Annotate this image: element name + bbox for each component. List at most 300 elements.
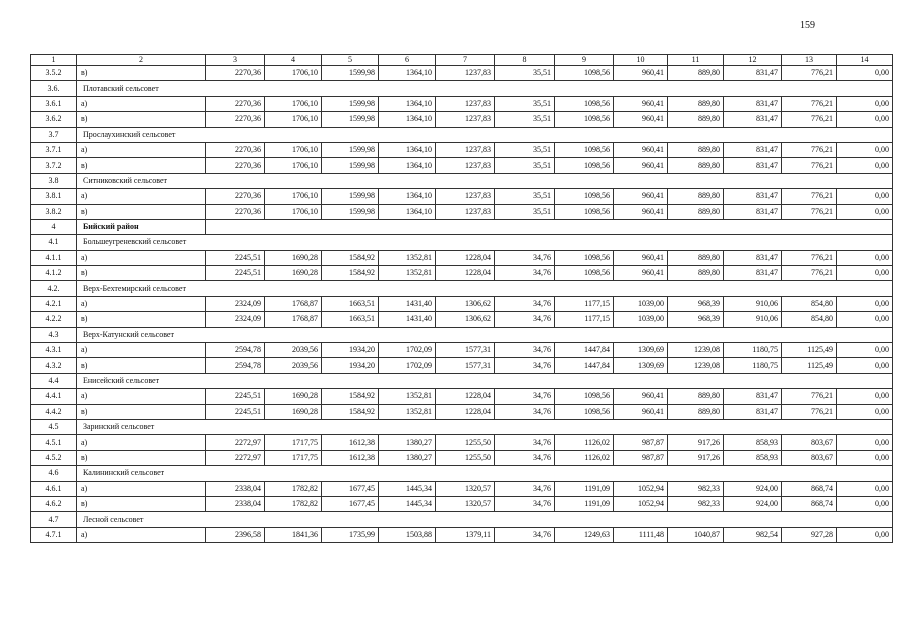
- value-cell: 1098,56: [555, 204, 614, 219]
- value-cell: 1717,75: [265, 450, 322, 465]
- row-code: 3.8.2: [31, 204, 77, 219]
- value-cell: 831,47: [724, 142, 782, 157]
- subitem-label: в): [77, 266, 206, 281]
- value-cell: 1706,10: [265, 112, 322, 127]
- value-cell: 1768,87: [265, 296, 322, 311]
- value-cell: 1237,83: [436, 189, 495, 204]
- value-cell: 2245,51: [206, 404, 265, 419]
- value-cell: 1320,57: [436, 496, 495, 511]
- value-cell: 0,00: [837, 496, 893, 511]
- value-cell: 1599,98: [322, 112, 379, 127]
- subitem-label: а): [77, 250, 206, 265]
- value-cell: 927,28: [782, 527, 837, 542]
- value-cell: 1380,27: [379, 450, 436, 465]
- value-cell: 776,21: [782, 96, 837, 111]
- value-cell: 776,21: [782, 404, 837, 419]
- value-cell: 776,21: [782, 204, 837, 219]
- value-cell: 1098,56: [555, 250, 614, 265]
- value-cell: 34,76: [495, 527, 555, 542]
- value-cell: 776,21: [782, 66, 837, 81]
- value-cell: 776,21: [782, 266, 837, 281]
- value-cell: 1098,56: [555, 142, 614, 157]
- value-cell: 1098,56: [555, 66, 614, 81]
- column-number-header: 10: [614, 55, 668, 66]
- value-cell: 35,51: [495, 158, 555, 173]
- table-row: [31, 112, 893, 127]
- value-cell: 858,93: [724, 450, 782, 465]
- value-cell: 1228,04: [436, 389, 495, 404]
- value-cell: 924,00: [724, 481, 782, 496]
- section-title: Большеугреневский сельсовет: [77, 235, 206, 250]
- section-title: Лесной сельсовет: [77, 512, 206, 527]
- value-cell: 831,47: [724, 204, 782, 219]
- value-cell: 0,00: [837, 189, 893, 204]
- section-fill: [206, 419, 893, 434]
- row-code: 4.6.2: [31, 496, 77, 511]
- value-cell: 1690,28: [265, 389, 322, 404]
- row-code: 4.1: [31, 235, 77, 250]
- value-cell: 1735,99: [322, 527, 379, 542]
- value-cell: 960,41: [614, 158, 668, 173]
- column-number-header: 11: [668, 55, 724, 66]
- value-cell: 1098,56: [555, 189, 614, 204]
- table-row: [31, 142, 893, 157]
- value-cell: 0,00: [837, 404, 893, 419]
- table-body: [31, 66, 893, 543]
- section-title: Верх-Катунский сельсовет: [77, 327, 206, 342]
- subitem-label: а): [77, 389, 206, 404]
- section-fill: [206, 327, 893, 342]
- value-cell: 1677,45: [322, 481, 379, 496]
- value-cell: 1177,15: [555, 296, 614, 311]
- value-cell: 868,74: [782, 481, 837, 496]
- column-number-row: [31, 55, 893, 66]
- value-cell: 34,76: [495, 358, 555, 373]
- column-number-header: 6: [379, 55, 436, 66]
- value-cell: 889,80: [668, 404, 724, 419]
- section-fill: [206, 512, 893, 527]
- value-cell: 1706,10: [265, 204, 322, 219]
- value-cell: 776,21: [782, 158, 837, 173]
- value-cell: 0,00: [837, 358, 893, 373]
- value-cell: 831,47: [724, 189, 782, 204]
- value-cell: 1717,75: [265, 435, 322, 450]
- value-cell: 1237,83: [436, 142, 495, 157]
- row-code: 3.6.1: [31, 96, 77, 111]
- subitem-label: а): [77, 435, 206, 450]
- value-cell: 968,39: [668, 296, 724, 311]
- value-cell: 0,00: [837, 112, 893, 127]
- section-title: Верх-Бехтемирский сельсовет: [77, 281, 206, 296]
- value-cell: 34,76: [495, 404, 555, 419]
- value-cell: 1612,38: [322, 435, 379, 450]
- value-cell: 1228,04: [436, 404, 495, 419]
- subitem-label: а): [77, 296, 206, 311]
- value-cell: 34,76: [495, 496, 555, 511]
- value-cell: 1599,98: [322, 142, 379, 157]
- value-cell: 2338,04: [206, 481, 265, 496]
- value-cell: 2272,97: [206, 435, 265, 450]
- column-number-header: 13: [782, 55, 837, 66]
- section-row: [31, 127, 893, 142]
- table-row: [31, 296, 893, 311]
- subitem-label: в): [77, 158, 206, 173]
- value-cell: 1934,20: [322, 343, 379, 358]
- value-cell: 0,00: [837, 158, 893, 173]
- table-row: [31, 250, 893, 265]
- value-cell: 1690,28: [265, 404, 322, 419]
- value-cell: 960,41: [614, 96, 668, 111]
- subitem-label: а): [77, 96, 206, 111]
- value-cell: 0,00: [837, 527, 893, 542]
- section-title: Калининский сельсовет: [77, 466, 206, 481]
- value-cell: 1255,50: [436, 450, 495, 465]
- district-row: [31, 219, 893, 234]
- value-cell: 1584,92: [322, 404, 379, 419]
- value-cell: 1309,69: [614, 358, 668, 373]
- value-cell: 1364,10: [379, 158, 436, 173]
- value-cell: 1690,28: [265, 266, 322, 281]
- value-cell: 831,47: [724, 250, 782, 265]
- value-cell: 1228,04: [436, 250, 495, 265]
- row-code: 4.3: [31, 327, 77, 342]
- value-cell: 960,41: [614, 250, 668, 265]
- value-cell: 0,00: [837, 450, 893, 465]
- value-cell: 1125,49: [782, 343, 837, 358]
- row-code: 4.4: [31, 373, 77, 388]
- value-cell: 34,76: [495, 435, 555, 450]
- value-cell: 960,41: [614, 142, 668, 157]
- row-code: 4.1.1: [31, 250, 77, 265]
- value-cell: 803,67: [782, 435, 837, 450]
- value-cell: 1663,51: [322, 296, 379, 311]
- value-cell: 1706,10: [265, 66, 322, 81]
- value-cell: 1126,02: [555, 435, 614, 450]
- value-cell: 1180,75: [724, 343, 782, 358]
- value-cell: 1702,09: [379, 358, 436, 373]
- value-cell: 960,41: [614, 404, 668, 419]
- subitem-label: в): [77, 112, 206, 127]
- section-fill: [206, 173, 893, 188]
- value-cell: 1309,69: [614, 343, 668, 358]
- row-code: 4: [31, 219, 77, 234]
- row-code: 4.5.1: [31, 435, 77, 450]
- value-cell: 889,80: [668, 158, 724, 173]
- column-number-header: 1: [31, 55, 77, 66]
- value-cell: 960,41: [614, 189, 668, 204]
- value-cell: 854,80: [782, 312, 837, 327]
- table-row: [31, 96, 893, 111]
- table-row: [31, 527, 893, 542]
- value-cell: 1677,45: [322, 496, 379, 511]
- value-cell: 910,06: [724, 312, 782, 327]
- row-code: 4.2.2: [31, 312, 77, 327]
- subitem-label: в): [77, 204, 206, 219]
- row-code: 4.1.2: [31, 266, 77, 281]
- value-cell: 0,00: [837, 142, 893, 157]
- value-cell: 1177,15: [555, 312, 614, 327]
- row-code: 4.6: [31, 466, 77, 481]
- value-cell: 831,47: [724, 66, 782, 81]
- table-row: [31, 404, 893, 419]
- row-code: 3.8: [31, 173, 77, 188]
- value-cell: 1352,81: [379, 389, 436, 404]
- table-row: [31, 189, 893, 204]
- value-cell: 1306,62: [436, 312, 495, 327]
- section-row: [31, 373, 893, 388]
- value-cell: 1237,83: [436, 204, 495, 219]
- value-cell: 854,80: [782, 296, 837, 311]
- value-cell: 776,21: [782, 250, 837, 265]
- column-number-header: 7: [436, 55, 495, 66]
- value-cell: 831,47: [724, 112, 782, 127]
- value-cell: 2594,78: [206, 343, 265, 358]
- value-cell: 1111,48: [614, 527, 668, 542]
- value-cell: 1841,36: [265, 527, 322, 542]
- value-cell: 1040,87: [668, 527, 724, 542]
- section-title: Енисейский сельсовет: [77, 373, 206, 388]
- section-row: [31, 281, 893, 296]
- row-code: 4.4.2: [31, 404, 77, 419]
- value-cell: 0,00: [837, 296, 893, 311]
- value-cell: 1191,09: [555, 481, 614, 496]
- value-cell: 2338,04: [206, 496, 265, 511]
- value-cell: 1706,10: [265, 96, 322, 111]
- value-cell: 917,26: [668, 435, 724, 450]
- value-cell: 1239,08: [668, 358, 724, 373]
- table-row: [31, 204, 893, 219]
- value-cell: 2245,51: [206, 266, 265, 281]
- value-cell: 1503,88: [379, 527, 436, 542]
- row-code: 3.7.1: [31, 142, 77, 157]
- section-row: [31, 512, 893, 527]
- row-code: 4.2.1: [31, 296, 77, 311]
- value-cell: 1577,31: [436, 358, 495, 373]
- table-row: [31, 358, 893, 373]
- row-code: 4.7: [31, 512, 77, 527]
- value-cell: 0,00: [837, 266, 893, 281]
- value-cell: 776,21: [782, 389, 837, 404]
- value-cell: 1768,87: [265, 312, 322, 327]
- value-cell: 1352,81: [379, 250, 436, 265]
- value-cell: 776,21: [782, 189, 837, 204]
- value-cell: 35,51: [495, 142, 555, 157]
- column-number-header: 8: [495, 55, 555, 66]
- value-cell: 1663,51: [322, 312, 379, 327]
- subitem-label: в): [77, 358, 206, 373]
- value-cell: 776,21: [782, 142, 837, 157]
- value-cell: 889,80: [668, 389, 724, 404]
- section-row: [31, 173, 893, 188]
- value-cell: 2324,09: [206, 312, 265, 327]
- row-code: 4.3.1: [31, 343, 77, 358]
- value-cell: 2396,58: [206, 527, 265, 542]
- value-cell: 0,00: [837, 96, 893, 111]
- value-cell: 2270,36: [206, 189, 265, 204]
- section-row: [31, 419, 893, 434]
- subitem-label: в): [77, 404, 206, 419]
- value-cell: 831,47: [724, 266, 782, 281]
- value-cell: 1706,10: [265, 142, 322, 157]
- value-cell: 1237,83: [436, 158, 495, 173]
- section-title: Плотавский сельсовет: [77, 81, 206, 96]
- value-cell: 1599,98: [322, 189, 379, 204]
- value-cell: 34,76: [495, 312, 555, 327]
- value-cell: 1352,81: [379, 404, 436, 419]
- district-title: Бийский район: [77, 219, 206, 234]
- value-cell: 1577,31: [436, 343, 495, 358]
- value-cell: 34,76: [495, 250, 555, 265]
- value-cell: 1039,00: [614, 296, 668, 311]
- value-cell: 2245,51: [206, 389, 265, 404]
- row-code: 4.2.: [31, 281, 77, 296]
- subitem-label: а): [77, 481, 206, 496]
- value-cell: 2039,56: [265, 358, 322, 373]
- value-cell: 982,54: [724, 527, 782, 542]
- value-cell: 1126,02: [555, 450, 614, 465]
- value-cell: 1702,09: [379, 343, 436, 358]
- value-cell: 1098,56: [555, 158, 614, 173]
- value-cell: 34,76: [495, 296, 555, 311]
- value-cell: 1098,56: [555, 404, 614, 419]
- value-cell: 1098,56: [555, 389, 614, 404]
- row-code: 4.5.2: [31, 450, 77, 465]
- value-cell: 889,80: [668, 112, 724, 127]
- value-cell: 1237,83: [436, 112, 495, 127]
- subitem-label: а): [77, 527, 206, 542]
- section-title: Ситниковский сельсовет: [77, 173, 206, 188]
- value-cell: 868,74: [782, 496, 837, 511]
- row-code: 3.8.1: [31, 189, 77, 204]
- value-cell: 987,87: [614, 435, 668, 450]
- value-cell: 982,33: [668, 481, 724, 496]
- subitem-label: а): [77, 142, 206, 157]
- value-cell: 1584,92: [322, 389, 379, 404]
- value-cell: 1039,00: [614, 312, 668, 327]
- tariff-table: [30, 54, 893, 543]
- section-row: [31, 327, 893, 342]
- value-cell: 1228,04: [436, 266, 495, 281]
- value-cell: 1125,49: [782, 358, 837, 373]
- value-cell: 889,80: [668, 142, 724, 157]
- table-row: [31, 343, 893, 358]
- value-cell: 1431,40: [379, 312, 436, 327]
- table-row: [31, 481, 893, 496]
- value-cell: 924,00: [724, 496, 782, 511]
- row-code: 4.7.1: [31, 527, 77, 542]
- value-cell: 968,39: [668, 312, 724, 327]
- value-cell: 1237,83: [436, 96, 495, 111]
- value-cell: 1599,98: [322, 96, 379, 111]
- value-cell: 960,41: [614, 66, 668, 81]
- value-cell: 889,80: [668, 189, 724, 204]
- row-code: 4.3.2: [31, 358, 77, 373]
- table-row: [31, 158, 893, 173]
- value-cell: 2039,56: [265, 343, 322, 358]
- value-cell: 1445,34: [379, 496, 436, 511]
- value-cell: 0,00: [837, 343, 893, 358]
- value-cell: 1352,81: [379, 266, 436, 281]
- value-cell: 34,76: [495, 389, 555, 404]
- value-cell: 1249,63: [555, 527, 614, 542]
- value-cell: 34,76: [495, 266, 555, 281]
- column-number-header: 5: [322, 55, 379, 66]
- value-cell: 0,00: [837, 66, 893, 81]
- value-cell: 2270,36: [206, 204, 265, 219]
- value-cell: 831,47: [724, 158, 782, 173]
- value-cell: 1320,57: [436, 481, 495, 496]
- value-cell: 776,21: [782, 112, 837, 127]
- section-fill: [206, 466, 893, 481]
- value-cell: 960,41: [614, 266, 668, 281]
- section-title: Прослаухинский сельсовет: [77, 127, 206, 142]
- value-cell: 35,51: [495, 189, 555, 204]
- value-cell: 1447,84: [555, 343, 614, 358]
- value-cell: 1934,20: [322, 358, 379, 373]
- value-cell: 960,41: [614, 204, 668, 219]
- value-cell: 889,80: [668, 204, 724, 219]
- value-cell: 960,41: [614, 389, 668, 404]
- value-cell: 0,00: [837, 312, 893, 327]
- value-cell: 2270,36: [206, 96, 265, 111]
- column-number-header: 4: [265, 55, 322, 66]
- section-fill: [206, 373, 893, 388]
- value-cell: 1447,84: [555, 358, 614, 373]
- value-cell: 1431,40: [379, 296, 436, 311]
- value-cell: 35,51: [495, 96, 555, 111]
- subitem-label: а): [77, 189, 206, 204]
- value-cell: 1599,98: [322, 204, 379, 219]
- value-cell: 1706,10: [265, 189, 322, 204]
- value-cell: 0,00: [837, 481, 893, 496]
- table-row: [31, 312, 893, 327]
- value-cell: 35,51: [495, 66, 555, 81]
- value-cell: 0,00: [837, 435, 893, 450]
- table-row: [31, 435, 893, 450]
- value-cell: 1191,09: [555, 496, 614, 511]
- table-row: [31, 389, 893, 404]
- section-title: Заринский сельсовет: [77, 419, 206, 434]
- value-cell: 803,67: [782, 450, 837, 465]
- column-number-header: 2: [77, 55, 206, 66]
- value-cell: 1690,28: [265, 250, 322, 265]
- value-cell: 889,80: [668, 96, 724, 111]
- value-cell: 1364,10: [379, 96, 436, 111]
- value-cell: 34,76: [495, 450, 555, 465]
- subitem-label: в): [77, 450, 206, 465]
- section-fill: [206, 281, 893, 296]
- value-cell: 2245,51: [206, 250, 265, 265]
- column-number-header: 12: [724, 55, 782, 66]
- row-code: 4.6.1: [31, 481, 77, 496]
- value-cell: 1364,10: [379, 66, 436, 81]
- value-cell: 982,33: [668, 496, 724, 511]
- subitem-label: в): [77, 496, 206, 511]
- row-code: 3.6.2: [31, 112, 77, 127]
- value-cell: 831,47: [724, 96, 782, 111]
- value-cell: 2324,09: [206, 296, 265, 311]
- column-number-header: 3: [206, 55, 265, 66]
- table-row: [31, 266, 893, 281]
- section-fill: [206, 81, 893, 96]
- value-cell: 1364,10: [379, 112, 436, 127]
- value-cell: 1052,94: [614, 496, 668, 511]
- value-cell: 1364,10: [379, 204, 436, 219]
- value-cell: 2270,36: [206, 158, 265, 173]
- value-cell: 1098,56: [555, 266, 614, 281]
- value-cell: 1364,10: [379, 142, 436, 157]
- row-code: 3.6.: [31, 81, 77, 96]
